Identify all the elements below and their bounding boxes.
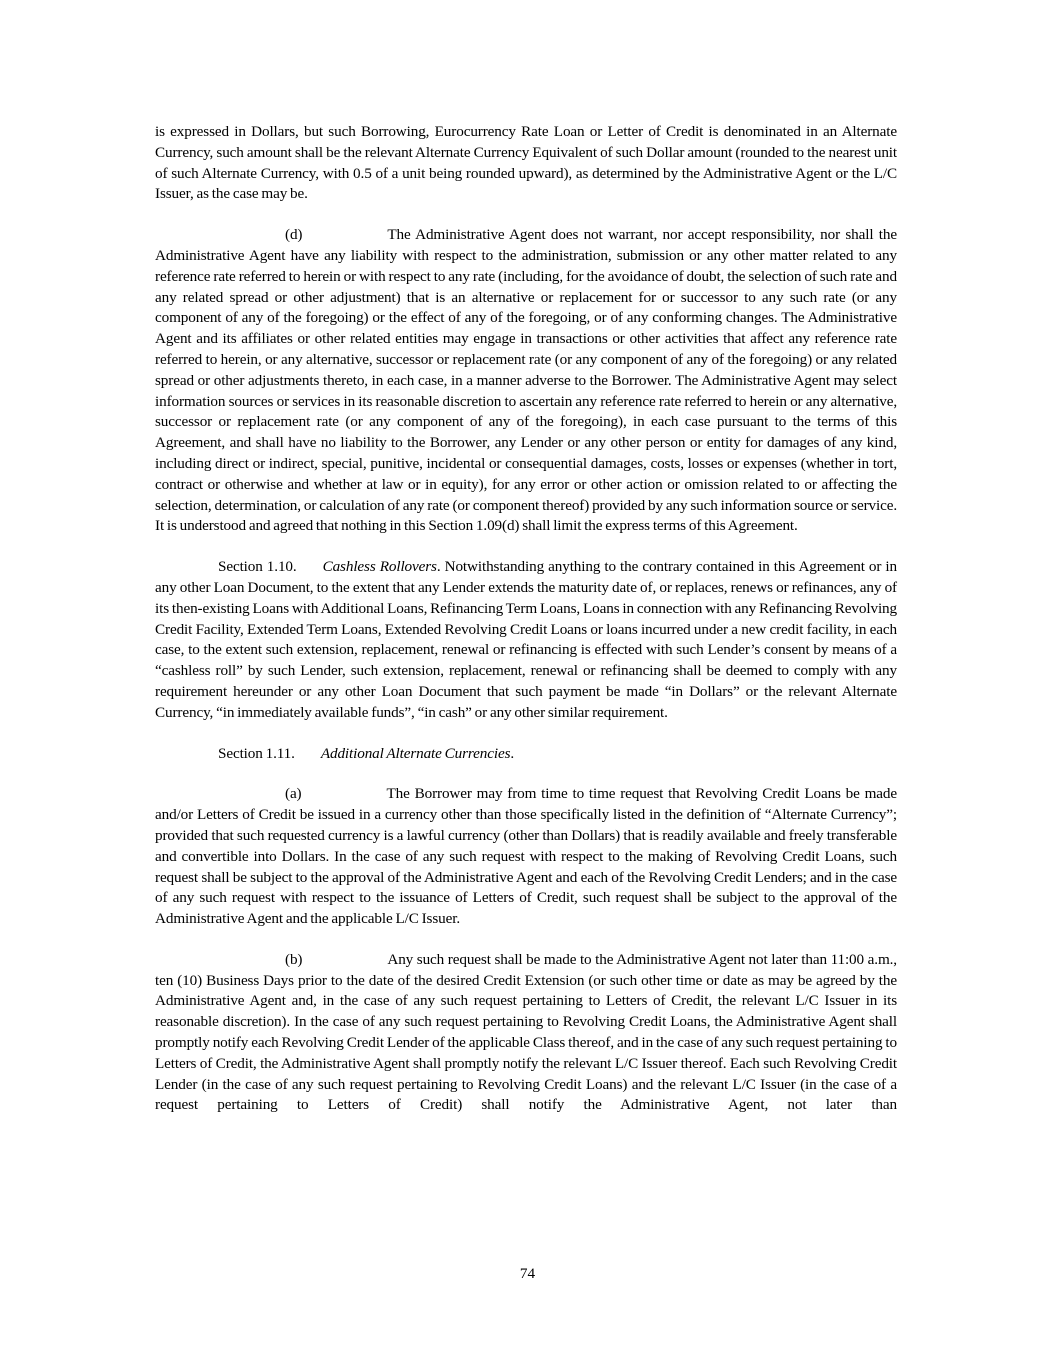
clause-d-paragraph bbox=[155, 225, 897, 537]
section-1-11-period: . bbox=[510, 744, 515, 762]
clause-b-marker: (b) bbox=[285, 950, 303, 968]
clause-b-text: Any such request shall be made to the Administrative Agent not later than 11:00 a.m., ten (10) Business Days prior to the date of the desired Credit Extension (or such other time or date as may be agreed by the Administrative Agent and, in the case of any such request pertaining to Letters of Credit, the relevant L/C Issuer in its reasonable discretion). In the case of any such request pertaining to Revolving Credit Loans, the Administrative Agent shall promptly notify each Revolving Credit Lender of the applicable Class thereof, and in the case of any such request pertaining to Letters of Credit, the Administrative Agent shall promptly notify the relevant L/C Issuer thereof. Each such Revolving Credit Lender (in the case of any such request pertaining to Revolving Credit Loans) and the relevant L/C Issuer (in the case of a request pertaining to Letters of Credit) shall notify the Administrative Agent, not later than bbox=[155, 950, 897, 1114]
paragraph-intro-continuation: is expressed in Dollars, but such Borrowing, Eurocurrency Rate Loan or Letter of Credit is denominated in an Alternate Currency, such amount shall be the relevant Alternate Currency Equivalent of such Dollar amount (rounded to the nearest unit of such Alternate Currency, with 0.5 of a unit being rounded upward), as determined by the Administrative Agent or the L/C Issuer, as the case may be. bbox=[155, 123, 897, 203]
section-1-11-heading bbox=[155, 744, 897, 765]
section-1-10-paragraph bbox=[155, 557, 897, 723]
clause-a-text: The Borrower may from time to time request that Revolving Credit Loans be made and/or Letters of Credit be issued in a currency other than those specifically listed in the definition of “Alternate Currency”; provided that such requested currency is a lawful currency (other than Dollars) that is readily available and freely transferable and convertible into Dollars. In the case of any such request with respect to the making of Revolving Credit Loans, such request shall be subject to the approval of the Administrative Agent and each of the Revolving Credit Lenders; and in the case of any such request with respect to the issuance of Letters of Credit, such request shall be subject to the approval of the Administrative Agent and the applicable L/C Issuer. bbox=[155, 785, 897, 928]
clause-a-paragraph bbox=[155, 784, 897, 930]
clause-a-marker: (a) bbox=[285, 785, 302, 803]
section-1-11-title: Additional Alternate Currencies bbox=[320, 744, 511, 762]
clause-b-paragraph bbox=[155, 950, 897, 1116]
section-1-10-text: . Notwithstanding anything to the contrary contained in this Agreement or in any other Loan Document, to the extent that any Lender extends the maturity date of, or replaces, renews or refinances, any of its then-existing Loans with Additional Loans, Refinancing Term Loans, Loans in connection with any Refinancing Revolving Credit Facility, Extended Term Loans, Extended Revolving Credit Loans or loans incurred under a new credit facility, in each case, to the extent such extension, replacement, renewal or refinancing is effected with such Lender’s consent by means of a “cashless roll” by such Lender, such extension, replacement, renewal or refinancing shall be deemed to comply with any requirement hereunder or any other Loan Document that such payment be made “in Dollars” or the relevant Alternate Currency, “in immediately available funds”, “in cash” or any other similar requirement. bbox=[155, 558, 897, 721]
clause-d-text: The Administrative Agent does not warrant, nor accept responsibility, nor shall the Administrative Agent have any liability with respect to the administration, submission or any other matter related to any reference rate referred to herein or with respect to any rate (including, for the avoidance of doubt, the selection of such rate and any related spread or other adjustment) that is an alternative or replacement for or successor to any such rate (or any component of any of the foregoing) or the effect of any of the foregoing, or of any conforming changes. The Administrative Agent and its affiliates or other related entities may engage in transactions or other activities that affect any reference rate referred to herein, or any alternative, successor or replacement rate (or any component of any of the foregoing) or any related spread or other adjustments thereto, in each case, in a manner adverse to the Borrower. The Administrative Agent may select information sources or services in its reasonable discretion to ascertain any reference rate referred to herein or any alternative, successor or replacement rate (or any component of any of the foregoing), in each case pursuant to the terms of this Agreement, and shall have no liability to the Borrower, any Lender or any other person or entity for damages of any kind, including direct or indirect, special, punitive, incidental or consequential damages, costs, losses or expenses (whether in tort, contract or otherwise and whether at law or in equity), for any error or other action or omission related to or affecting the selection, determination, or calculation of any rate (or component thereof) provided by any such information source or service. It is understood and agreed that nothing in this Section 1.09(d) shall limit the express terms of this Agreement. bbox=[155, 226, 897, 535]
section-1-11-label: Section 1.11. bbox=[218, 744, 295, 762]
page-number: 74 bbox=[519, 1265, 536, 1282]
section-1-10-title: Cashless Rollovers bbox=[322, 558, 437, 576]
section-1-10-label: Section 1.10. bbox=[218, 558, 297, 576]
page-body-text bbox=[155, 122, 897, 1136]
clause-d-marker: (d) bbox=[285, 226, 303, 244]
